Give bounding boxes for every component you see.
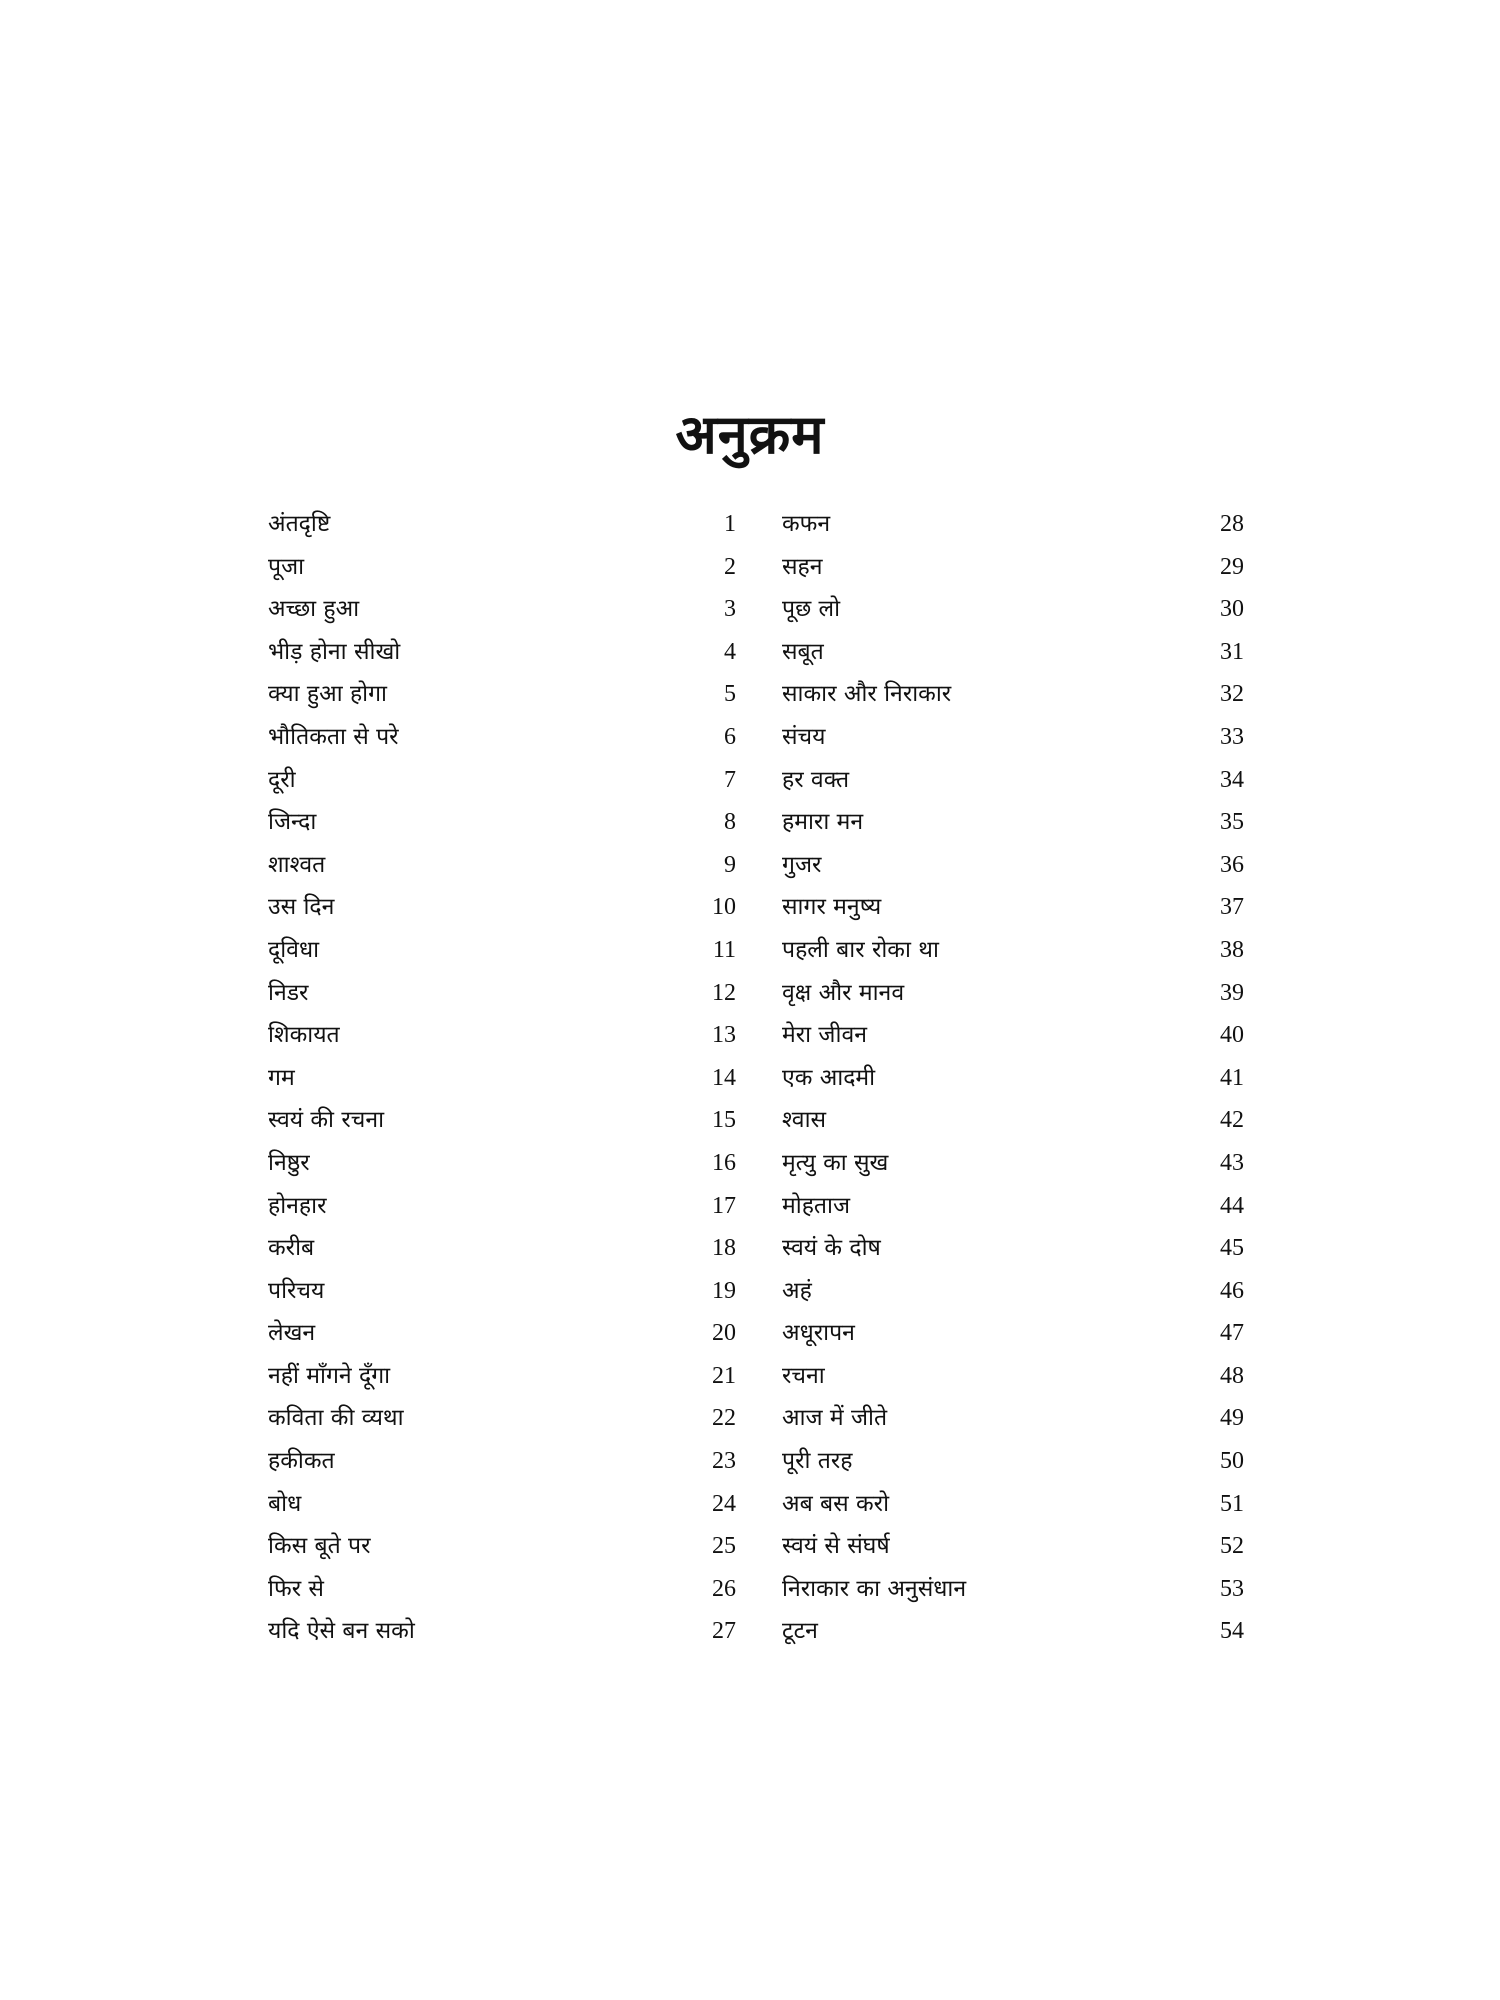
- toc-entry-title: स्वयं की रचना: [268, 1107, 385, 1134]
- toc-entry: [268, 977, 736, 1020]
- toc-entry: [782, 849, 1244, 892]
- toc-entry: [268, 1488, 736, 1531]
- page-title: अनुक्रम: [675, 403, 825, 467]
- toc-entry-title: दूविधा: [268, 936, 320, 963]
- toc-entry: [782, 1317, 1244, 1360]
- toc-entry-title: निडर: [268, 979, 309, 1006]
- toc-entry-title: किस बूते पर: [268, 1533, 371, 1560]
- toc-entry-title: हमारा मन: [782, 809, 864, 836]
- toc-entry-page-number: 29: [1220, 553, 1244, 580]
- toc-entry: [268, 1232, 736, 1275]
- toc-entry-title: स्वयं से संघर्ष: [782, 1533, 890, 1560]
- toc-entry: [268, 1062, 736, 1105]
- toc-entry-title: मेरा जीवन: [782, 1022, 868, 1049]
- toc-entry: [782, 1190, 1244, 1233]
- toc-entry-page-number: 3: [724, 596, 736, 623]
- toc-entry-title: भीड़ होना सीखो: [268, 638, 401, 665]
- toc-entry: [782, 1530, 1244, 1573]
- toc-entry-title: हर वक्त: [782, 766, 850, 793]
- toc-entry-page-number: 19: [712, 1277, 736, 1304]
- toc-entry-page-number: 15: [712, 1107, 736, 1134]
- toc-entry: [782, 1573, 1244, 1616]
- toc-entry-title: टूटन: [782, 1618, 818, 1645]
- toc-entry: [268, 764, 736, 807]
- toc-entry-page-number: 11: [712, 936, 736, 963]
- toc-entry-page-number: 36: [1220, 851, 1244, 878]
- toc-entry-title: अब बस करो: [782, 1490, 890, 1517]
- toc-entry: [268, 1019, 736, 1062]
- toc-entry-title: पूजा: [268, 553, 305, 580]
- toc-entry: [782, 1062, 1244, 1105]
- toc-entry: [782, 1445, 1244, 1488]
- toc-entry-page-number: 24: [712, 1490, 736, 1517]
- toc-entry: [782, 806, 1244, 849]
- toc-entry-page-number: 10: [712, 894, 736, 921]
- toc-entry: [268, 1402, 736, 1445]
- toc-entry: [782, 1615, 1244, 1658]
- toc-entry-title: गुजर: [782, 851, 822, 878]
- toc-entry-title: लेखन: [268, 1320, 316, 1347]
- toc-entry-page-number: 33: [1220, 723, 1244, 750]
- toc-entry-title: शाश्वत: [268, 851, 326, 878]
- toc-entry: [782, 678, 1244, 721]
- toc-entry-page-number: 2: [724, 553, 736, 580]
- toc-entry: [268, 1104, 736, 1147]
- toc-entry: [268, 1317, 736, 1360]
- toc-entry-title: निष्ठुर: [268, 1149, 310, 1176]
- toc-entry: [782, 1232, 1244, 1275]
- toc-entry-title: परिचय: [268, 1277, 325, 1304]
- toc-entry-title: अच्छा हुआ: [268, 596, 360, 623]
- toc-entry: [268, 1573, 736, 1616]
- toc-entry-title: मृत्यु का सुख: [782, 1149, 889, 1176]
- toc-entry-title: दूरी: [268, 766, 296, 793]
- toc-entry: [268, 678, 736, 721]
- toc-entry-page-number: 41: [1220, 1064, 1244, 1091]
- toc-entry: [268, 1275, 736, 1318]
- toc-entry-title: भौतिकता से परे: [268, 723, 399, 750]
- toc-entry-page-number: 20: [712, 1320, 736, 1347]
- toc-entry: [782, 1104, 1244, 1147]
- toc-entry-title: पूरी तरह: [782, 1448, 853, 1475]
- toc-column-left: [268, 508, 736, 1658]
- toc-entry: [782, 934, 1244, 977]
- toc-entry-page-number: 16: [712, 1149, 736, 1176]
- toc-entry-title: जिन्दा: [268, 809, 317, 836]
- toc-entry-page-number: 47: [1220, 1320, 1244, 1347]
- toc-entry-title: सबूत: [782, 638, 824, 665]
- toc-entry: [268, 551, 736, 594]
- toc-entry-page-number: 9: [724, 851, 736, 878]
- toc-entry-page-number: 53: [1220, 1575, 1244, 1602]
- toc-entry-page-number: 48: [1220, 1362, 1244, 1389]
- toc-entry: [268, 1530, 736, 1573]
- toc-entry-page-number: 14: [712, 1064, 736, 1091]
- toc-entry: [782, 1019, 1244, 1062]
- toc-entry: [782, 1402, 1244, 1445]
- toc-entry: [782, 1147, 1244, 1190]
- toc-entry-title: करीब: [268, 1235, 315, 1262]
- toc-entry-page-number: 12: [712, 979, 736, 1006]
- toc-entry-page-number: 35: [1220, 809, 1244, 836]
- toc-entry-page-number: 52: [1220, 1533, 1244, 1560]
- toc-entry-title: वृक्ष और मानव: [782, 979, 905, 1006]
- toc-entry-page-number: 54: [1220, 1618, 1244, 1645]
- toc-entry-title: उस दिन: [268, 894, 335, 921]
- toc-entry: [268, 849, 736, 892]
- toc-entry-title: एक आदमी: [782, 1064, 876, 1091]
- toc-entry: [782, 977, 1244, 1020]
- toc-entry-page-number: 45: [1220, 1235, 1244, 1262]
- toc-entry-page-number: 38: [1220, 936, 1244, 963]
- toc-entry-page-number: 30: [1220, 596, 1244, 623]
- toc-entry-title: यदि ऐसे बन सको: [268, 1618, 415, 1645]
- toc-entry-page-number: 32: [1220, 681, 1244, 708]
- toc-entry: [268, 721, 736, 764]
- toc-entry-page-number: 6: [724, 723, 736, 750]
- toc-entry-page-number: 51: [1220, 1490, 1244, 1517]
- toc-entry-title: नहीं माँगने दूँगा: [268, 1362, 391, 1389]
- toc-entry-page-number: 34: [1220, 766, 1244, 793]
- toc-entry-page-number: 37: [1220, 894, 1244, 921]
- toc-entry-title: साकार और निराकार: [782, 681, 952, 708]
- toc-entry-title: संचय: [782, 723, 826, 750]
- toc-entry: [782, 764, 1244, 807]
- toc-entry: [782, 593, 1244, 636]
- toc-entry-page-number: 17: [712, 1192, 736, 1219]
- toc-entry-title: श्वास: [782, 1107, 827, 1134]
- toc-entry-page-number: 26: [712, 1575, 736, 1602]
- toc-entry: [268, 934, 736, 977]
- toc-entry: [782, 1488, 1244, 1531]
- toc-entry-page-number: 42: [1220, 1107, 1244, 1134]
- toc-entry-title: सागर मनुष्य: [782, 894, 882, 921]
- toc-entry-page-number: 25: [712, 1533, 736, 1560]
- toc-entry-title: शिकायत: [268, 1022, 340, 1049]
- toc-entry-title: सहन: [782, 553, 823, 580]
- toc-entry: [782, 1360, 1244, 1403]
- toc-entry: [268, 1190, 736, 1233]
- toc-entry: [268, 1445, 736, 1488]
- toc-entry: [782, 721, 1244, 764]
- toc-entry: [782, 508, 1244, 551]
- toc-entry-title: क्या हुआ होगा: [268, 681, 388, 708]
- toc-entry-title: कविता की व्यथा: [268, 1405, 404, 1432]
- toc-entry-title: अधूरापन: [782, 1320, 855, 1347]
- toc-entry-page-number: 44: [1220, 1192, 1244, 1219]
- toc-entry-title: बोध: [268, 1490, 302, 1517]
- toc-entry-title: आज में जीते: [782, 1405, 888, 1432]
- toc-entry-page-number: 21: [712, 1362, 736, 1389]
- toc-entry-title: हकीकत: [268, 1448, 335, 1475]
- toc-entry-page-number: 23: [712, 1448, 736, 1475]
- toc-entry-page-number: 31: [1220, 638, 1244, 665]
- toc-entry-title: स्वयं के दोष: [782, 1235, 881, 1262]
- toc-entry-title: गम: [268, 1064, 295, 1091]
- toc-entry-title: फिर से: [268, 1575, 324, 1602]
- toc-entry-title: अंतदृष्टि: [268, 511, 331, 537]
- toc-entry-page-number: 39: [1220, 979, 1244, 1006]
- toc-entry-title: मोहताज: [782, 1192, 851, 1219]
- toc-entry-title: अहं: [782, 1277, 812, 1304]
- toc-entry-title: पहली बार रोका था: [782, 936, 939, 963]
- toc-entry: [268, 806, 736, 849]
- toc-entry-page-number: 4: [724, 638, 736, 665]
- toc-entry: [268, 1147, 736, 1190]
- toc-entry-title: होनहार: [268, 1192, 327, 1219]
- toc-entry: [268, 1615, 736, 1658]
- toc-entry-page-number: 8: [724, 809, 736, 836]
- toc-entry: [268, 891, 736, 934]
- toc-entry-page-number: 40: [1220, 1022, 1244, 1049]
- toc-entry-page-number: 7: [724, 766, 736, 793]
- toc-entry: [268, 508, 736, 551]
- toc-entry-page-number: 27: [712, 1618, 736, 1645]
- toc-entry-page-number: 49: [1220, 1405, 1244, 1432]
- toc-entry-title: पूछ लो: [782, 596, 841, 623]
- toc-entry: [782, 636, 1244, 679]
- toc-entry: [782, 891, 1244, 934]
- toc-entry-page-number: 5: [724, 681, 736, 708]
- toc-entry-page-number: 18: [712, 1235, 736, 1262]
- toc-entry: [782, 551, 1244, 594]
- toc-entry: [268, 636, 736, 679]
- toc-entry-page-number: 46: [1220, 1277, 1244, 1304]
- toc-entry-title: निराकार का अनुसंधान: [782, 1575, 967, 1602]
- toc-entry: [268, 1360, 736, 1403]
- toc-entry-page-number: 50: [1220, 1448, 1244, 1475]
- toc-entry-page-number: 1: [724, 511, 736, 537]
- toc-entry-title: रचना: [782, 1362, 825, 1389]
- toc-entry: [268, 593, 736, 636]
- toc-entry-title: कफन: [782, 511, 831, 537]
- toc-entry: [782, 1275, 1244, 1318]
- toc-entry-page-number: 28: [1220, 511, 1244, 537]
- toc-column-right: [782, 508, 1244, 1658]
- toc-entry-page-number: 13: [712, 1022, 736, 1049]
- toc-entry-page-number: 22: [712, 1405, 736, 1432]
- toc-entry-page-number: 43: [1220, 1149, 1244, 1176]
